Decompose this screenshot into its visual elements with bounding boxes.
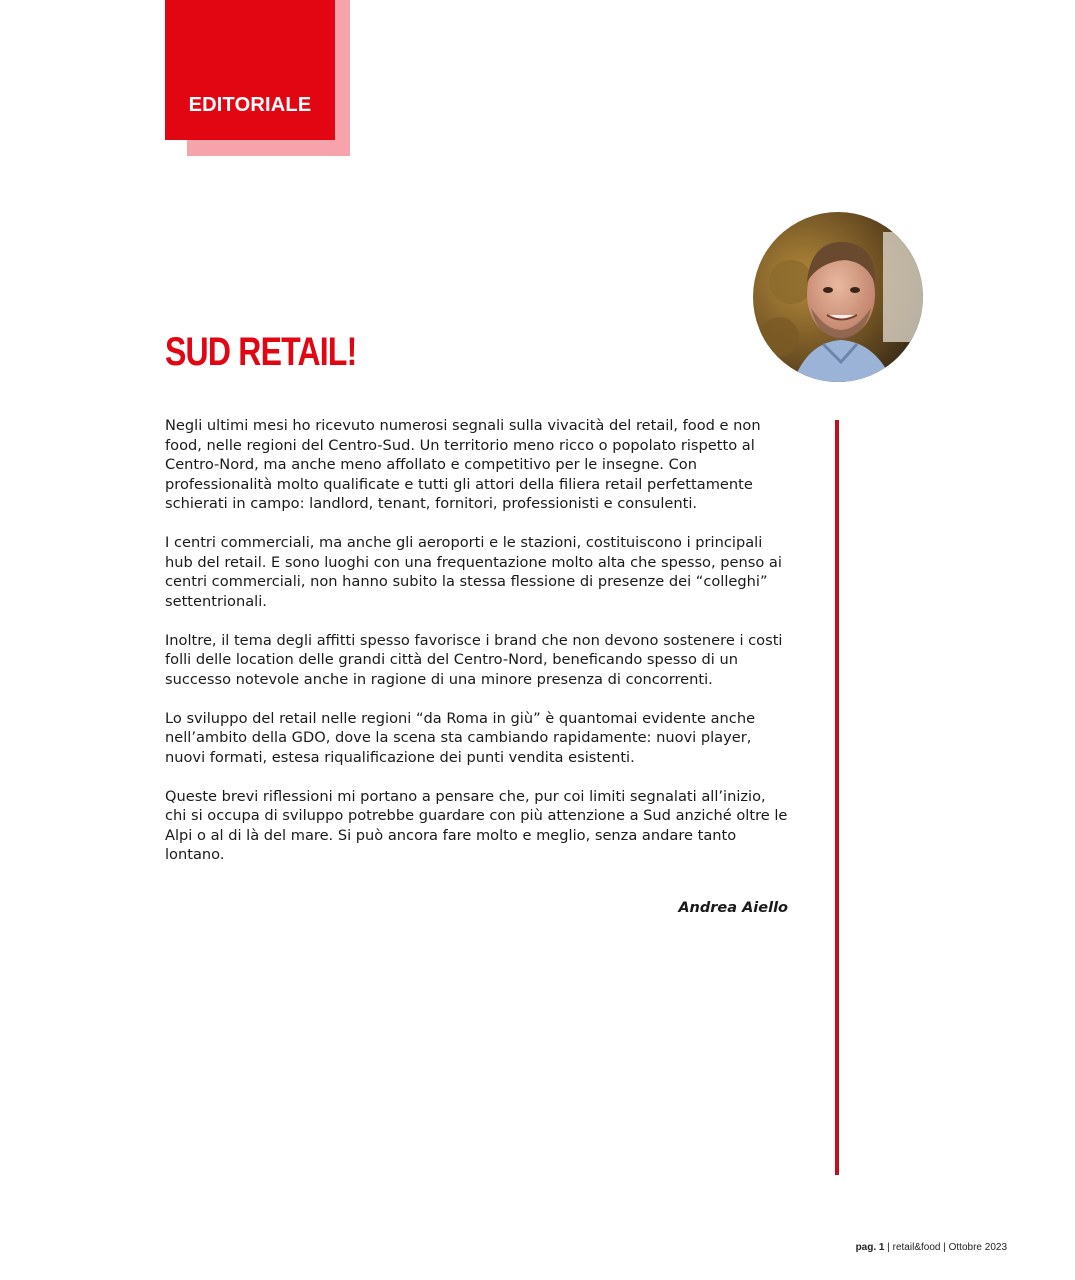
paragraph: Negli ultimi mesi ho ricevuto numerosi segnali sulla vivacità del retail, food e non food, nelle regioni del Centro-Sud. Un territorio meno ricco o popolato rispetto al Centro-Nord, ma anche meno affollato e competitivo per le insegne. Con professionalità molto qualificate e tutti gli attori della filiera retail perfettamente schierati in campo: landlord, tenant, fornitori, professionisti e consulenti. [165,417,761,512]
paragraph: Inoltre, il tema degli affitti spesso favorisce i brand che non devono sostenere i costi folli delle location delle grandi città del Centro-Nord, beneficando spesso di un successo notevole anche in ragione di una minore presenza di concorrenti. [165,631,783,688]
section-label: EDITORIALE [188,94,312,116]
author-signature: Andrea Aiello [678,900,788,916]
footer-separator: | [943,1242,949,1253]
page-footer [856,1242,1007,1253]
author-photo [753,212,923,382]
page-number: pag. 1 [855,1242,885,1253]
vertical-divider [835,420,839,1175]
article-body [165,416,790,884]
paragraph: Queste brevi riflessioni mi portano a pensare che, pur coi limiti segnalati all’inizio, chi si occupa di sviluppo potrebbe guardare con più attenzione a Sud anziché oltre le Alpi o al di là del mare. Si può ancora fare molto e meglio, senza andare tanto lontano. [165,787,788,863]
issue-date: Ottobre 2023 [948,1242,1007,1253]
paragraph: Lo sviluppo del retail nelle regioni “da Roma in giù” è quantomai evidente anche nell’ambito della GDO, dove la scena sta cambiando rapidamente: nuovi player, nuovi formati, estesa riqualificazione dei punti vendita esistenti. [165,709,756,766]
article-title: SUD RETAIL! [165,330,357,374]
footer-separator: | [887,1242,893,1253]
section-tag [165,0,335,140]
paragraph: I centri commerciali, ma anche gli aeroporti e le stazioni, costituiscono i principali hub del retail. E sono luoghi con una frequentazione molto alta che spesso, penso ai centri commerciali, non hanno subito la stessa flessione di presenze dei “colleghi” settentrionali. [165,534,782,610]
magazine-name: retail&food [892,1242,941,1253]
